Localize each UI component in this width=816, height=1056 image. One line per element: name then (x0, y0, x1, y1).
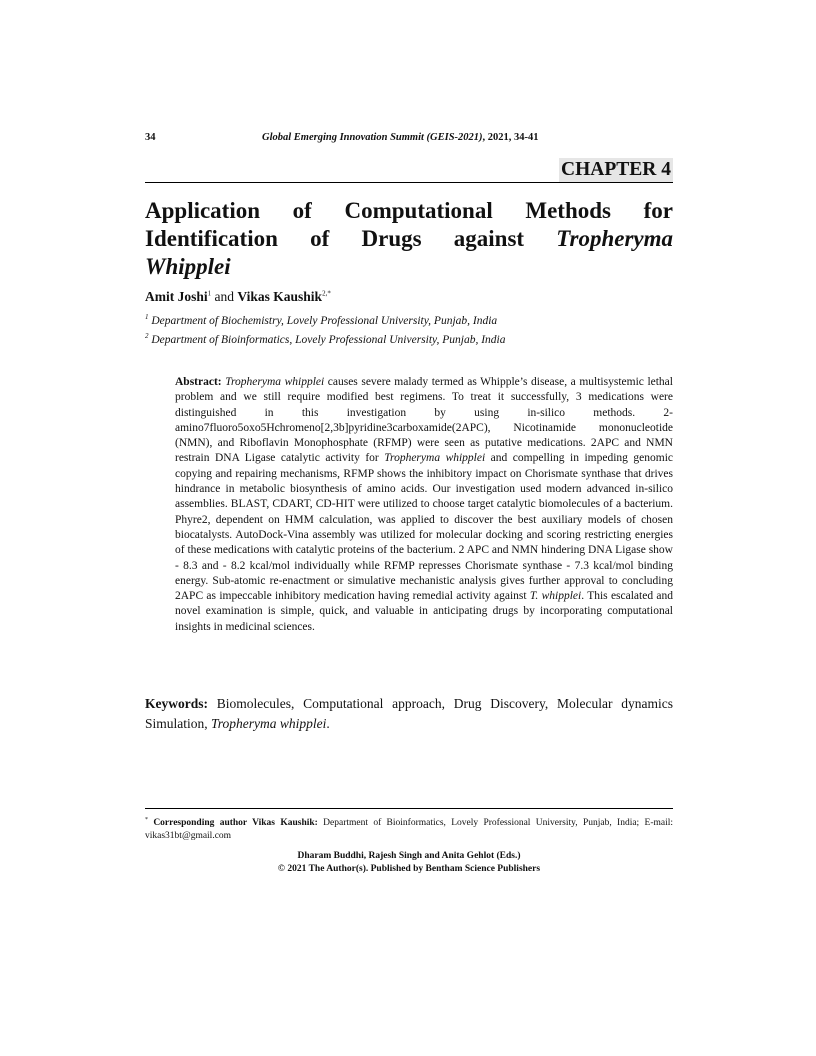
affiliation-1-text: Department of Biochemistry, Lovely Professional University, Punjab, India (148, 314, 498, 327)
keywords-end: . (326, 716, 330, 731)
abstract (175, 375, 673, 635)
abstract-organism-3: T. whipplei (529, 590, 582, 603)
keywords-organism: Tropheryma whipplei (211, 716, 327, 731)
title-organism: Tropheryma (556, 226, 673, 251)
footnote-mark: * (145, 817, 148, 823)
abstract-part-1: causes severe malady termed as Whipple’s disease, a multisystemic lethal problem and we still require modified best regimens. To treat it successfully, 3 medications were distinguished in this investigation by using in-silico methods. 2-amino7fluoro5oxo5Hchromeno[2,3b]pyridine3carboxamide(2APC), Nicotinamide mononucleotide (NMN), and Riboflavin Monophosphate (RFMP) were seen as putative medications. 2APC and NMN restrain DNA Ligase catalytic activity for (175, 376, 673, 465)
title-line-3 (145, 253, 673, 281)
chapter-header (145, 158, 673, 183)
abstract-organism-2: Tropheryma whipplei (384, 452, 486, 465)
footnote-label: Corresponding author Vikas Kaushik: (148, 818, 318, 829)
footnote-text: Department of Bioinformatics, Lovely Professional University, Punjab, India; E-mail: vikas31bt@gmail.com (145, 818, 674, 841)
affiliation-2-mark: 2 (145, 332, 149, 340)
corresponding-author-footnote (145, 814, 673, 842)
author-1: Amit Joshi (145, 289, 208, 304)
abstract-part-2: and compelling in impeding genomic copying and repairing mechanisms, RFMP shows the inhibitory impact on Chorismate synthase that drives hindrance in metabolic biosynthesis of amino acids. Our investigation used modern advanced in-silico assemblies. BLAST, CDART, CD-HIT were utilized to choose target catalytic biomolecules of a bacterium. Phyre2, dependent on HMM calculation, was applied to discover the best auxiliary models of chosen biocatalysts. AutoDock-Vina assembly was utilized for molecular docking and scoring restricting energies of these medications with catalytic proteins of the bacterium. 2 APC and NMN hindering DNA Ligase show - 8.3 and - 8.2 kcal/mol individually while RFMP represses Chorismate synthase - 7.3 kcal/mol binding energy. Sub-atomic re-enactment or simulative mechanistic analysis gives further approval to concluding 2APC as impeccable inhibitory medication having remedial activity against (175, 452, 674, 603)
editors-line: Dharam Buddhi, Rajesh Singh and Anita Gehlot (Eds.) (297, 851, 521, 861)
journal-volume: , 2021, 34-41 (482, 132, 539, 143)
abstract-label: Abstract: (175, 376, 222, 388)
author-conjunction: and (211, 289, 238, 304)
affiliation-1 (145, 313, 497, 327)
abstract-part-3: . This escalated and novel examination is simple, quick, and valuable in anticipating drugs by incorporating computational insights in medicinal sciences. (175, 590, 673, 633)
chapter-label: CHAPTER 4 (561, 159, 671, 180)
title-line-2-text: Identification of Drugs against (145, 226, 557, 251)
keywords (145, 694, 673, 734)
abstract-organism: Tropheryma whipplei (225, 376, 325, 388)
title-line-1: Application of Computational Methods for (145, 198, 673, 223)
footnote-divider (145, 808, 673, 809)
affiliation-2 (145, 332, 506, 346)
affiliation-2-text: Department of Bioinformatics, Lovely Professional University, Punjab, India (148, 333, 506, 346)
author-2: Vikas Kaushik (237, 289, 323, 304)
editors-block (145, 850, 673, 876)
author-2-affil: 2,* (322, 289, 331, 298)
author-1-affil: 1 (207, 289, 212, 298)
title-line-2 (145, 225, 673, 253)
keywords-text: Biomolecules, Computational approach, Drug Discovery, Molecular dynamics Simulation, (145, 696, 673, 731)
keywords-label: Keywords: (145, 696, 208, 711)
page-number: 34 (145, 132, 156, 143)
title-organism-2: Whipplei (145, 254, 231, 279)
author-list (145, 289, 331, 305)
journal-citation (262, 132, 539, 143)
paper-title (145, 197, 673, 281)
copyright-line: © 2021 The Author(s). Published by Bentham Science Publishers (277, 864, 541, 874)
affiliation-1-mark: 1 (145, 313, 149, 321)
journal-name: Global Emerging Innovation Summit (GEIS-2021) (262, 132, 483, 143)
